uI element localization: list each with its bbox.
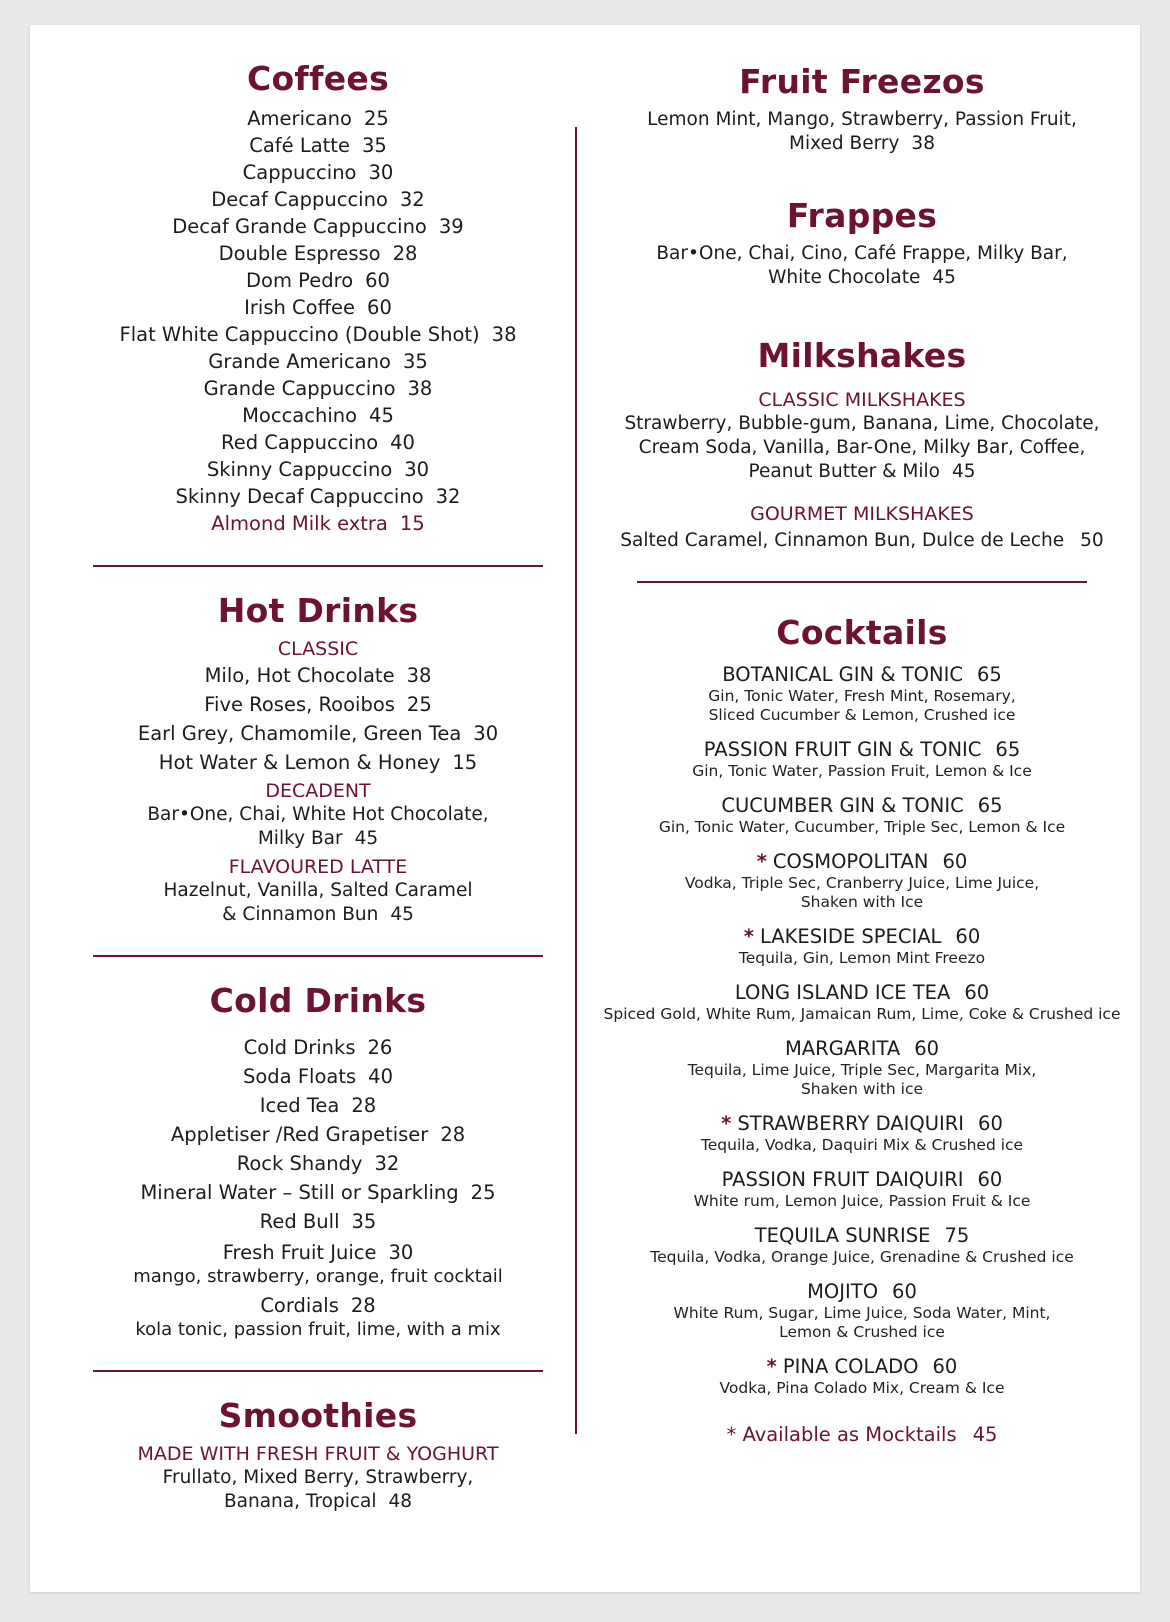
item-price: 35 (361, 134, 387, 157)
item-price: 28 (392, 242, 418, 265)
cocktail-item (602, 981, 1122, 1024)
item-price: 30 (404, 458, 430, 481)
menu-item (85, 1178, 551, 1207)
menu-item (85, 321, 551, 348)
decadent-line1: Bar•One, Chai, White Hot Chocolate, (147, 804, 489, 825)
item-price: 60 (367, 296, 392, 319)
menu-item (85, 661, 551, 690)
item-price: 38 (406, 664, 432, 687)
menu-item (85, 429, 551, 456)
cordials-name: Cordials (260, 1294, 339, 1317)
cocktail-price: 60 (914, 1037, 940, 1060)
menu-item (85, 483, 551, 510)
cocktail-price: 60 (964, 981, 990, 1004)
menu-item (85, 375, 551, 402)
item-name: Café Latte (249, 134, 350, 157)
item-price: 30 (368, 161, 394, 184)
hot-drinks-title: Hot Drinks (217, 591, 419, 630)
cocktail-name-row (602, 1280, 1122, 1304)
item-name: Five Roses, Rooibos (204, 693, 395, 716)
freezos-line2-text: Mixed Berry (789, 133, 900, 154)
item-price: 60 (365, 269, 390, 292)
frappes-line1: Bar•One, Chai, Cino, Café Frappe, Milky Bar, (656, 243, 1068, 264)
cocktail-ingredients: Gin, Tonic Water, Fresh Mint, Rosemary, (708, 687, 1016, 705)
cocktail-item (602, 738, 1122, 781)
item-name: Cold Drinks (243, 1036, 356, 1059)
cocktail-name-row (602, 925, 1122, 949)
cocktail-item (602, 1112, 1122, 1155)
latte-line2-text: & Cinnamon Bun (222, 904, 379, 925)
item-name: Decaf Grande Cappuccino (172, 215, 427, 238)
item-price: 40 (390, 431, 415, 454)
decadent-line2 (85, 827, 551, 851)
cocktail-ingredients: Shaken with Ice (800, 893, 924, 911)
cocktail-name-row (602, 663, 1122, 687)
cocktail-name: BOTANICAL GIN & TONIC (722, 663, 963, 686)
item-price: 45 (369, 404, 394, 427)
item-name: Hot Water & Lemon & Honey (158, 751, 441, 774)
cocktail-name: COSMOPOLITAN (772, 850, 929, 873)
cocktail-name: STRAWBERRY DAIQUIRI (737, 1112, 965, 1135)
frappes-line2 (602, 266, 1122, 290)
cocktail-name-row (602, 1355, 1122, 1379)
gourmet-milkshakes-label: GOURMET MILKSHAKES (750, 503, 974, 525)
cocktail-ingredients: Sliced Cucumber & Lemon, Crushed ice (708, 706, 1016, 724)
menu-item (85, 186, 551, 213)
gourmet-line-text: Salted Caramel, Cinnamon Bun, Dulce de Leche (620, 530, 1065, 551)
item-name: Soda Floats (243, 1065, 357, 1088)
cocktail-price: 65 (995, 738, 1021, 761)
frappes-line2-text: White Chocolate (768, 267, 921, 288)
item-name: Flat White Cappuccino (Double Shot) (119, 323, 480, 346)
mocktail-note-text: * Available as Mocktails (726, 1423, 957, 1446)
cocktail-ingredients: Gin, Tonic Water, Passion Fruit, Lemon & Ice (692, 762, 1032, 780)
item-price: 32 (374, 1152, 400, 1175)
item-name: Rock Shandy (236, 1152, 363, 1175)
cocktail-name: TEQUILA SUNRISE (754, 1224, 931, 1247)
latte-price: 45 (390, 904, 414, 925)
gourmet-line (602, 529, 1122, 553)
menu-item (85, 213, 551, 240)
cocktail-name: PASSION FRUIT DAIQUIRI (721, 1168, 964, 1191)
item-price: 32 (399, 188, 425, 211)
cocktails-title: Cocktails (776, 613, 948, 652)
item-price: 39 (438, 215, 464, 238)
cocktail-item (602, 1037, 1122, 1099)
cocktail-price: 75 (944, 1224, 970, 1247)
extra-name: Almond Milk extra (211, 512, 388, 535)
cordials-desc: kola tonic, passion fruit, lime, with a mix (135, 1319, 501, 1340)
latte-label: FLAVOURED LATTE (228, 856, 408, 878)
cocktail-name-row (602, 1168, 1122, 1192)
smoothies-line2 (85, 1490, 551, 1514)
left-column (85, 57, 551, 1514)
item-name: Decaf Cappuccino (211, 188, 388, 211)
cocktail-ingredients: Lemon & Crushed ice (779, 1323, 945, 1341)
gourmet-price: 50 (1080, 530, 1104, 551)
mocktail-star: * (756, 850, 767, 873)
cocktail-name: MARGARITA (784, 1037, 901, 1060)
menu-item (85, 1120, 551, 1149)
item-price: 15 (452, 751, 478, 774)
juice-name: Fresh Fruit Juice (222, 1241, 377, 1264)
menu-item (85, 719, 551, 748)
item-name: Iced Tea (259, 1094, 340, 1117)
cocktail-ingredients: Tequila, Vodka, Orange Juice, Grenadine & Crushed ice (650, 1248, 1074, 1266)
menu-item (85, 294, 551, 321)
cocktail-price: 60 (978, 1112, 1003, 1135)
milkshakes-title: Milkshakes (757, 336, 967, 375)
menu-page (30, 25, 1140, 1592)
cocktail-ingredients: White Rum, Sugar, Lime Juice, Soda Water, Mint, (673, 1304, 1051, 1322)
classic-milkshakes-label: CLASSIC MILKSHAKES (758, 389, 966, 411)
item-price: 38 (491, 323, 517, 346)
latte-line1: Hazelnut, Vanilla, Salted Caramel (163, 880, 473, 901)
cocktail-price: 60 (942, 850, 968, 873)
mocktail-star: * (721, 1112, 732, 1135)
item-name: Red Bull (259, 1210, 340, 1233)
cocktails-list (602, 663, 1122, 1398)
milkshakes-line2: Cream Soda, Vanilla, Bar-One, Milky Bar, Coffee, (638, 437, 1086, 458)
cocktail-item (602, 1224, 1122, 1267)
cocktail-name: MOJITO (807, 1280, 879, 1303)
right-column (602, 60, 1122, 1448)
item-name: Skinny Decaf Cappuccino (175, 485, 424, 508)
decadent-label: DECADENT (265, 780, 371, 802)
cocktail-name: CUCUMBER GIN & TONIC (721, 794, 964, 817)
cocktail-ingredients: Tequila, Vodka, Daquiri Mix & Crushed ice (700, 1136, 1024, 1154)
cocktail-ingredients: Vodka, Triple Sec, Cranberry Juice, Lime Juice, (684, 874, 1040, 892)
item-price: 30 (473, 722, 499, 745)
item-price: 25 (363, 107, 389, 130)
hot-classic-list (85, 661, 551, 777)
menu-item (85, 1033, 551, 1062)
cocktail-price: 60 (892, 1280, 917, 1303)
menu-item (85, 1091, 551, 1120)
decadent-price: 45 (354, 828, 379, 849)
cocktail-price: 60 (977, 1168, 1003, 1191)
smoothies-line1: Frullato, Mixed Berry, Strawberry, (162, 1467, 474, 1488)
item-price: 35 (402, 350, 428, 373)
cold-drinks-title: Cold Drinks (209, 981, 427, 1020)
cocktail-item (602, 1280, 1122, 1342)
mocktail-star: * (766, 1355, 777, 1378)
item-name: Mineral Water – Still or Sparkling (140, 1181, 459, 1204)
menu-item (85, 267, 551, 294)
item-price: 35 (351, 1210, 377, 1233)
item-name: Cappuccino (242, 161, 357, 184)
cocktail-ingredients: Tequila, Gin, Lemon Mint Freezo (738, 949, 986, 967)
cocktail-ingredients: White rum, Lemon Juice, Passion Fruit & Ice (693, 1192, 1031, 1210)
item-price: 28 (440, 1123, 466, 1146)
smoothies-price: 48 (388, 1491, 413, 1512)
menu-item (85, 402, 551, 429)
cocktail-ingredients: Gin, Tonic Water, Cucumber, Triple Sec, Lemon & Ice (658, 818, 1066, 836)
cocktail-name-row (602, 981, 1122, 1005)
smoothies-line2-text: Banana, Tropical (223, 1491, 377, 1512)
menu-item (85, 240, 551, 267)
menu-item (85, 159, 551, 186)
item-name: Skinny Cappuccino (206, 458, 393, 481)
cocktail-ingredients: Tequila, Lime Juice, Triple Sec, Margarita Mix, (687, 1061, 1037, 1079)
item-price: 25 (470, 1181, 496, 1204)
item-name: Irish Coffee (244, 296, 356, 319)
item-name: Red Cappuccino (221, 431, 379, 454)
cocktail-name: LONG ISLAND ICE TEA (734, 981, 951, 1004)
cordials-price: 28 (350, 1294, 376, 1317)
cocktail-ingredients: Spiced Gold, White Rum, Jamaican Rum, Lime, Coke & Crushed ice (603, 1005, 1121, 1023)
cocktail-price: 65 (977, 794, 1003, 817)
cocktail-name-row (602, 1037, 1122, 1061)
cocktail-price: 65 (976, 663, 1002, 686)
menu-item (85, 748, 551, 777)
cocktail-name-row (602, 850, 1122, 874)
menu-item (85, 348, 551, 375)
coffees-title: Coffees (246, 59, 390, 98)
item-price: 28 (351, 1094, 377, 1117)
cocktail-name: PASSION FRUIT GIN & TONIC (703, 738, 982, 761)
cocktail-name-row (602, 1112, 1122, 1136)
menu-item (85, 1207, 551, 1236)
cold-drinks-list (85, 1033, 551, 1236)
column-divider (575, 127, 577, 1434)
menu-item (85, 105, 551, 132)
cocktail-item (602, 663, 1122, 725)
mocktail-price: 45 (972, 1423, 998, 1446)
item-name: Americano (247, 107, 352, 130)
fruit-freezos-title: Fruit Freezos (739, 62, 985, 101)
cocktail-name-row (602, 794, 1122, 818)
freezos-price: 38 (911, 133, 935, 154)
cocktail-name-row (602, 738, 1122, 762)
cocktail-ingredients: Shaken with ice (800, 1080, 924, 1098)
item-name: Appletiser /Red Grapetiser (170, 1123, 429, 1146)
latte-line2 (85, 903, 551, 927)
item-name: Earl Grey, Chamomile, Green Tea (137, 722, 462, 745)
cocktail-name: PINA COLADO (782, 1355, 919, 1378)
almond-milk-extra (85, 510, 551, 537)
freezos-line1: Lemon Mint, Mango, Strawberry, Passion Fruit, (647, 109, 1077, 130)
fresh-juice (85, 1240, 551, 1265)
frappes-price: 45 (932, 267, 956, 288)
cocktail-name: LAKESIDE SPECIAL (759, 925, 942, 948)
cocktail-name-row (602, 1224, 1122, 1248)
item-name: Double Espresso (218, 242, 381, 265)
classic-label: CLASSIC (277, 638, 359, 660)
juice-price: 30 (388, 1241, 414, 1264)
item-name: Grande Americano (208, 350, 391, 373)
smoothies-subtitle: MADE WITH FRESH FRUIT & YOGHURT (137, 1443, 499, 1465)
menu-item (85, 132, 551, 159)
cocktail-price: 60 (932, 1355, 958, 1378)
milkshakes-line1: Strawberry, Bubble-gum, Banana, Lime, Chocolate, (624, 413, 1100, 434)
item-price: 32 (435, 485, 461, 508)
menu-item (85, 1149, 551, 1178)
cocktail-item (602, 1168, 1122, 1211)
menu-item (85, 1062, 551, 1091)
milkshakes-line3-text: Peanut Butter & Milo (748, 461, 940, 482)
mocktail-note (602, 1422, 1122, 1448)
decadent-line2-text: Milky Bar (257, 828, 343, 849)
item-name: Milo, Hot Chocolate (204, 664, 395, 687)
cocktail-item (602, 1355, 1122, 1398)
classic-milkshakes-price: 45 (951, 461, 976, 482)
item-price: 26 (367, 1036, 393, 1059)
cordials (85, 1293, 551, 1318)
smoothies-title: Smoothies (218, 1396, 418, 1435)
freezos-line2 (602, 132, 1122, 156)
cocktail-price: 60 (955, 925, 981, 948)
item-price: 40 (368, 1065, 393, 1088)
item-name: Moccachino (242, 404, 358, 427)
item-price: 25 (406, 693, 432, 716)
mocktail-star: * (743, 925, 754, 948)
extra-price: 15 (399, 512, 425, 535)
menu-item (85, 456, 551, 483)
cocktail-ingredients: Vodka, Pina Colado Mix, Cream & Ice (719, 1379, 1005, 1397)
frappes-title: Frappes (786, 196, 938, 235)
milkshakes-line3 (602, 460, 1122, 484)
menu-item (85, 690, 551, 719)
item-price: 38 (407, 377, 433, 400)
cocktail-item (602, 925, 1122, 968)
cocktail-item (602, 794, 1122, 837)
item-name: Grande Cappuccino (203, 377, 396, 400)
coffees-list (85, 105, 551, 510)
cocktail-item (602, 850, 1122, 912)
item-name: Dom Pedro (246, 269, 354, 292)
juice-desc: mango, strawberry, orange, fruit cocktail (133, 1266, 503, 1287)
